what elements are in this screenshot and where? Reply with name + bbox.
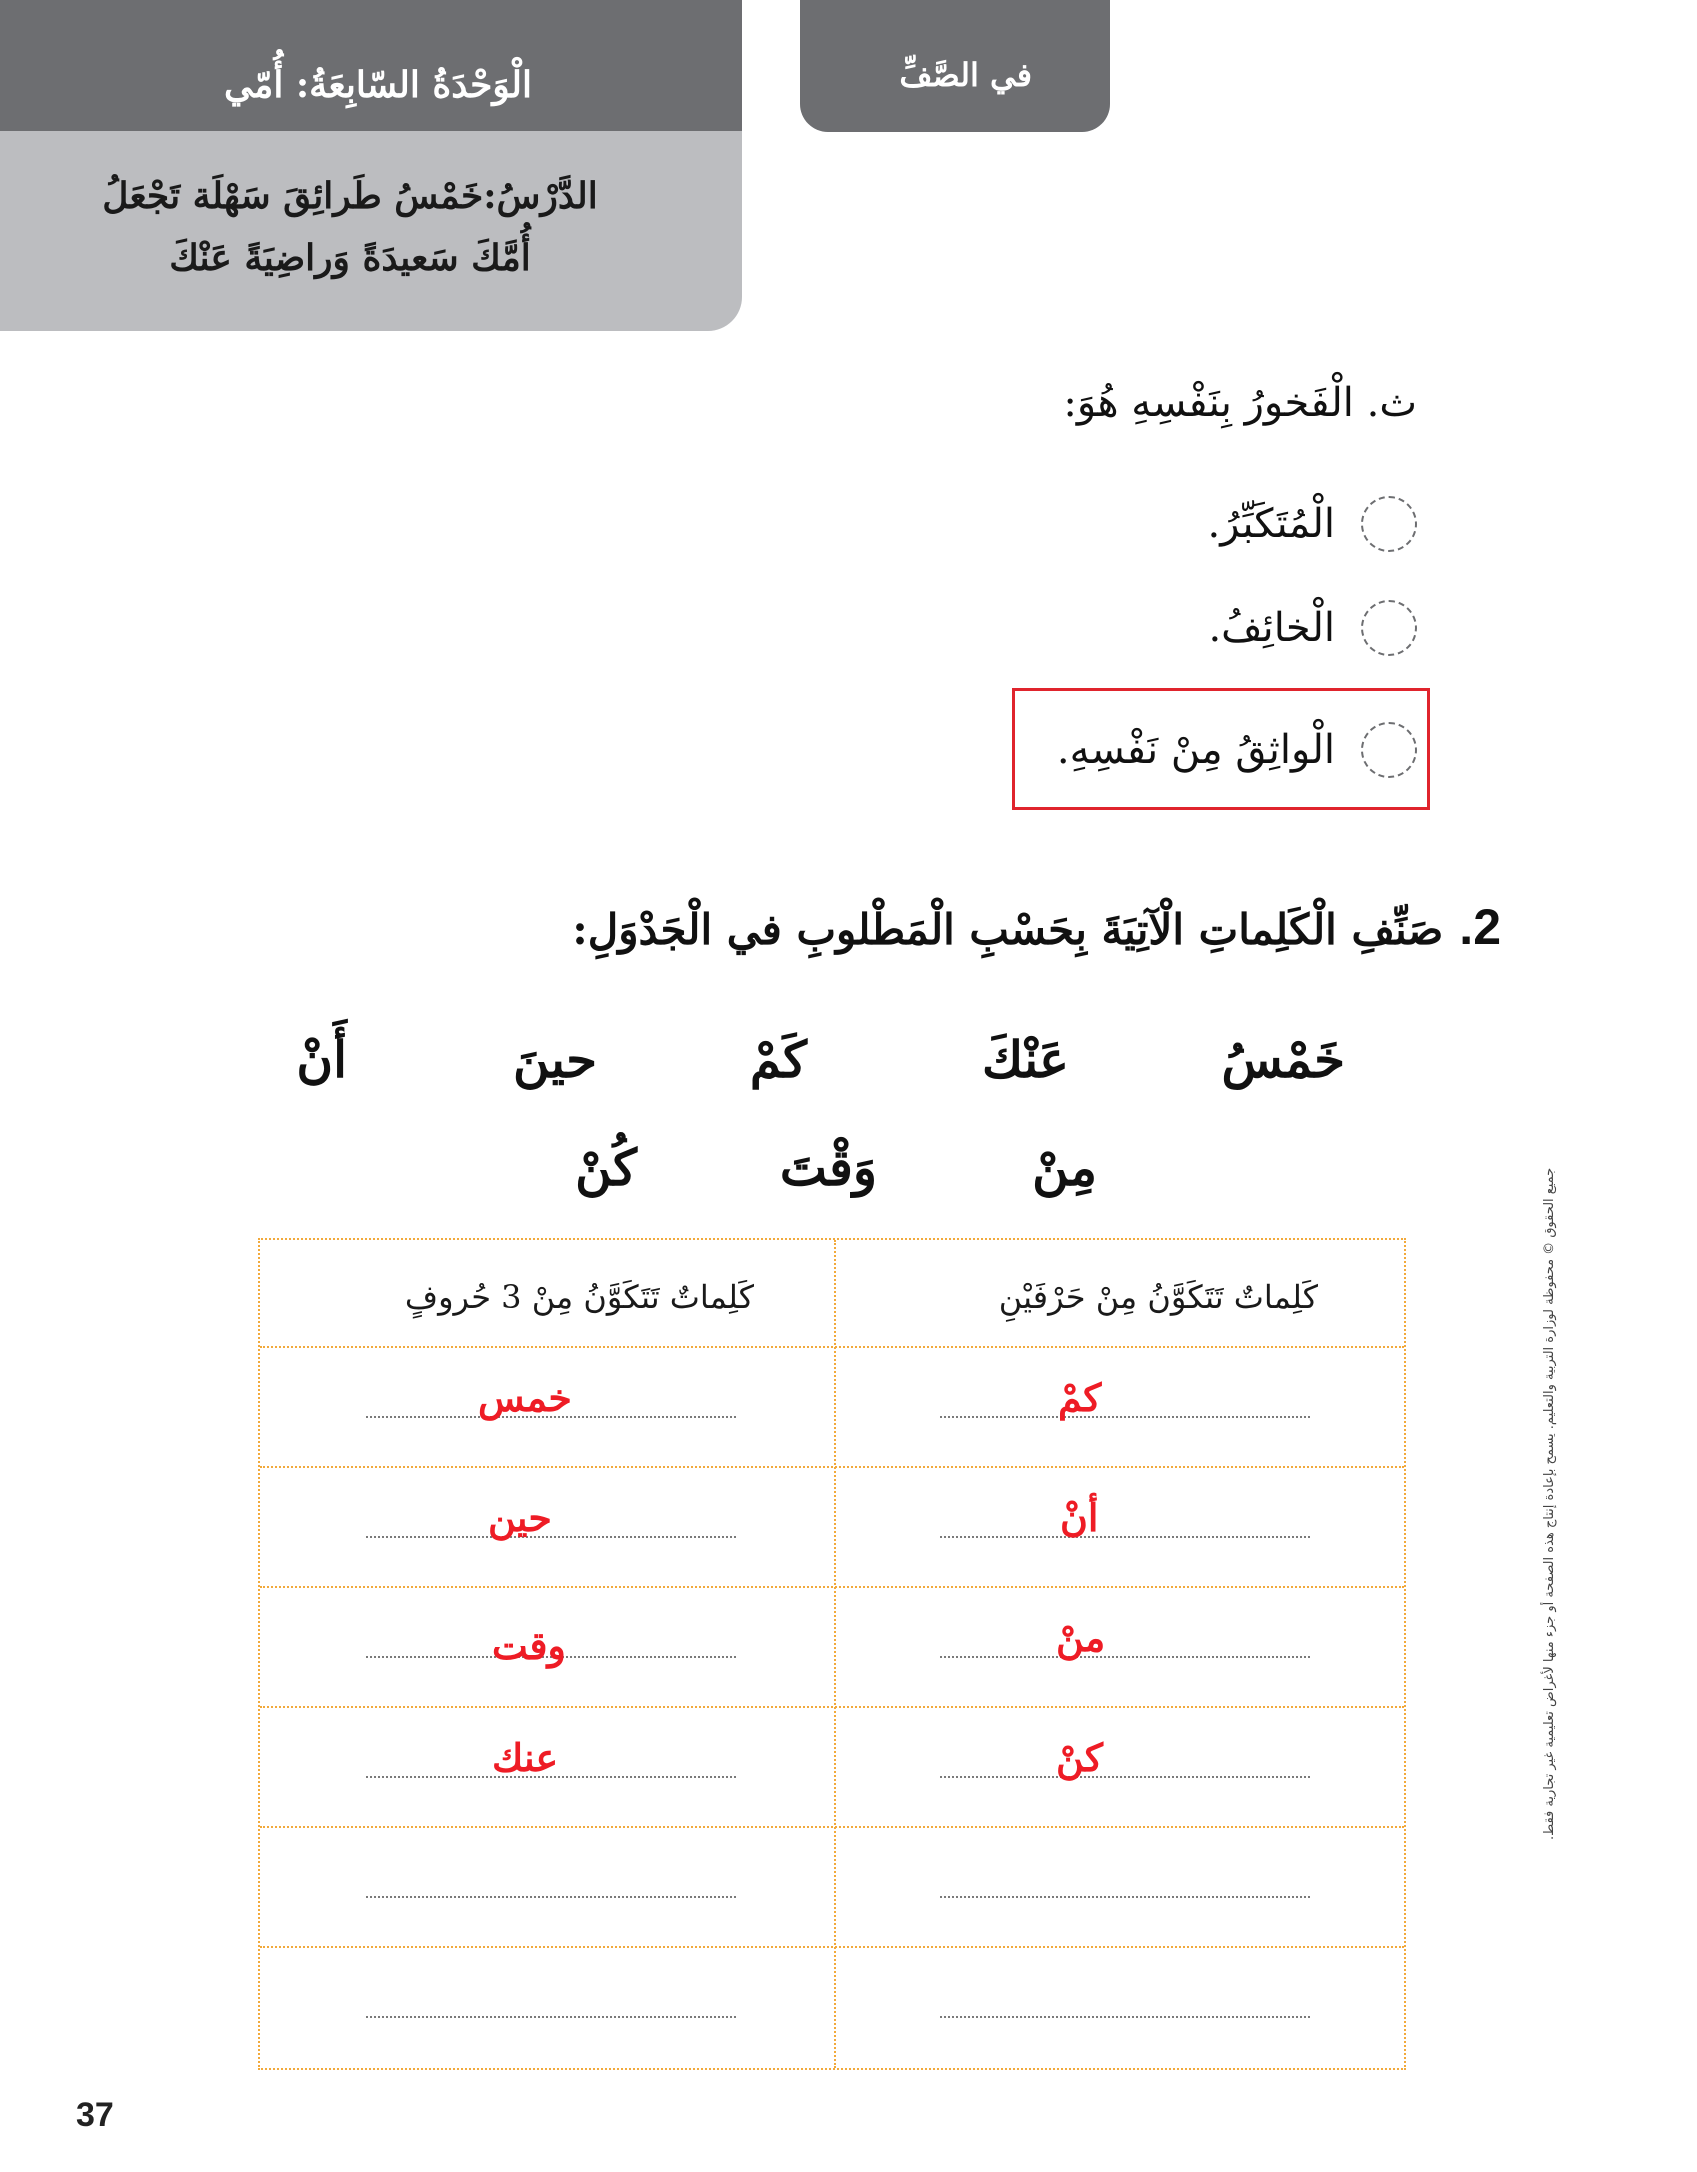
answer-two-letters: كمْ [1058, 1378, 1102, 1420]
class-label: في الصَّفِّ [899, 56, 1032, 94]
answer-line[interactable] [940, 1416, 1310, 1418]
answer-three-letters: عنك [492, 1738, 559, 1780]
column-header-two-letters: كَلِماتٌ تَتَكَوَّنُ مِنْ حَرْفَيْنِ [998, 1278, 1318, 1316]
copyright-note: جميع الحقوق © محفوظة لوزارة التربية والتعليم. يسمح بإعادة إنتاج هذه الصفحة أو جزء منها لأغراض تعليمية غير تجارية فقط. [1542, 1167, 1557, 1840]
row-divider [260, 1466, 1404, 1468]
radio-circle-icon[interactable] [1361, 496, 1417, 552]
answer-line[interactable] [940, 1656, 1310, 1658]
unit-title: الْوَحْدَةُ السّابِعَةُ: أُمّي [224, 64, 532, 106]
word-item: كُنْ [575, 1138, 637, 1197]
word-item: حينَ [512, 1030, 597, 1089]
page-number: 37 [76, 2096, 114, 2134]
answer-line[interactable] [940, 1776, 1310, 1778]
word-item: كَمْ [749, 1030, 807, 1089]
answer-two-letters: كنْ [1056, 1738, 1104, 1780]
word-item: وَقْتَ [779, 1138, 877, 1197]
classification-table [258, 1238, 1406, 2070]
answer-line[interactable] [366, 1896, 736, 1898]
word-item: أَنْ [296, 1030, 347, 1089]
answer-two-letters: منْ [1056, 1618, 1106, 1660]
option-label: الْمُتَكَبِّرُ. [1207, 501, 1335, 547]
class-tab[interactable] [800, 0, 1110, 132]
answer-line[interactable] [366, 2016, 736, 2018]
radio-circle-icon[interactable] [1361, 600, 1417, 656]
lesson-box [0, 131, 742, 331]
answer-two-letters: أنْ [1060, 1498, 1099, 1540]
row-divider [260, 1586, 1404, 1588]
option-label: الْواثِقُ مِنْ نَفْسِهِ. [1056, 727, 1335, 773]
question-2-text: صَنِّفِ الْكَلِماتِ الْآتِيَةَ بِحَسْبِ الْمَطْلوبِ في الْجَدْوَلِ: [572, 905, 1444, 954]
word-item: عَنْكَ [981, 1030, 1069, 1089]
word-item: مِنْ [1032, 1138, 1097, 1197]
unit-banner [0, 0, 742, 131]
word-item: خَمْسُ [1221, 1030, 1345, 1089]
question-text: ث. الْفَخورُ بِنَفْسِهِ هُوَ: [1063, 380, 1417, 426]
lesson-title: الدَّرْسُ:خَمْسُ طَرائِقَ سَهْلَة تَجْعَلُ أُمَّكَ سَعيدَةً وَراضِيَةً عَنْكَ [102, 175, 598, 279]
answer-three-letters: حين [488, 1498, 552, 1540]
question-number: 2. [1459, 899, 1501, 955]
row-divider [260, 1826, 1404, 1828]
option-2[interactable] [1208, 590, 1417, 666]
option-1[interactable] [1208, 486, 1417, 562]
option-label: الْخائِفُ. [1208, 605, 1335, 651]
row-divider [260, 1946, 1404, 1948]
answer-line[interactable] [940, 1896, 1310, 1898]
selected-answer-highlight [1012, 688, 1430, 810]
answer-line[interactable] [940, 1536, 1310, 1538]
row-divider [260, 1706, 1404, 1708]
answer-three-letters: خمس [478, 1378, 572, 1420]
answer-line[interactable] [940, 2016, 1310, 2018]
row-divider [260, 1346, 1404, 1348]
column-divider [834, 1240, 836, 2068]
question-2-title [572, 898, 1501, 956]
column-header-three-letters: كَلِماتٌ تَتَكَوَّنُ مِنْ 3 حُروفٍ [404, 1278, 754, 1316]
answer-three-letters: وقت [492, 1626, 566, 1668]
